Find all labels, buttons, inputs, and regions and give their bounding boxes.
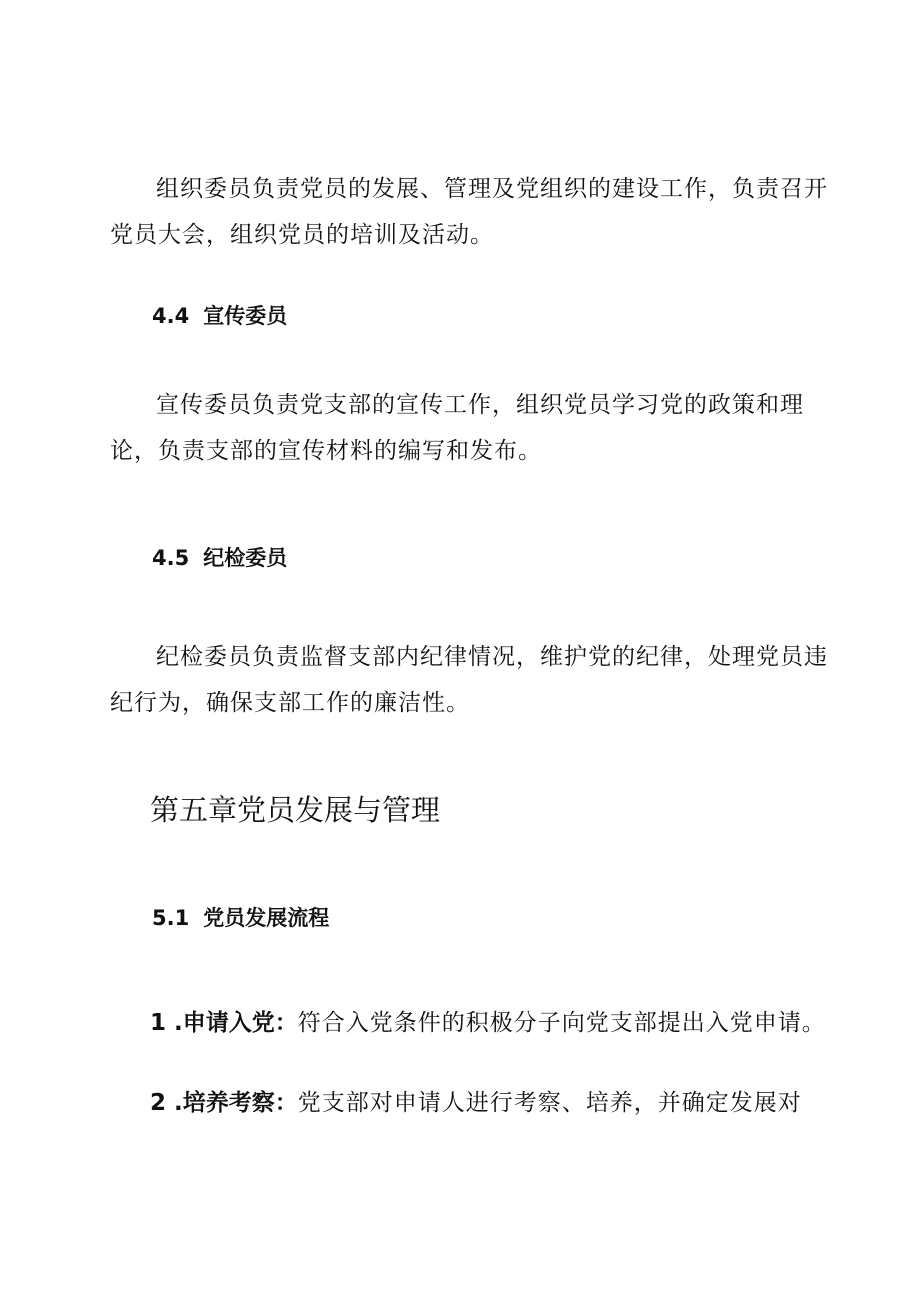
section-title: 宣传委员 [203, 304, 288, 328]
process-item-lead: 2 .培养考察： [150, 1090, 298, 1116]
section-heading-4-5 [152, 542, 287, 572]
process-item-text: 符合入党条件的积极分子向党支部提出入党申请。 [297, 1010, 826, 1036]
process-item-text: 党支部对申请人进行考察、培养，并确定发展对 [297, 1090, 802, 1116]
section-number: 4.4 [152, 304, 190, 328]
section-heading-5-1 [152, 902, 329, 932]
section-number: 4.5 [152, 546, 190, 570]
paragraph-propaganda-duty: 宣传委员负责党支部的宣传工作，组织党员学习党的政策和理论，负责支部的宣传材料的编写和发布。 [110, 392, 804, 464]
section-heading-4-4 [152, 300, 287, 330]
section-title: 党员发展流程 [203, 906, 330, 930]
process-item-lead: 1 .申请入党： [150, 1010, 298, 1036]
paragraph-organizer-duty: 组织委员负责党员的发展、管理及党组织的建设工作，负责召开党员大会，组织党员的培训及活动。 [110, 176, 828, 248]
paragraph-discipline-duty: 纪检委员负责监督支部内纪律情况，维护党的纪律，处理党员违纪行为，确保支部工作的廉洁性。 [110, 644, 828, 716]
process-item-apply [150, 1000, 826, 1046]
process-item-cultivate [150, 1080, 802, 1126]
section-number: 5.1 [152, 906, 190, 930]
section-title: 纪检委员 [203, 546, 288, 570]
chapter-title: 第五章党员发展与管理 [150, 793, 441, 827]
